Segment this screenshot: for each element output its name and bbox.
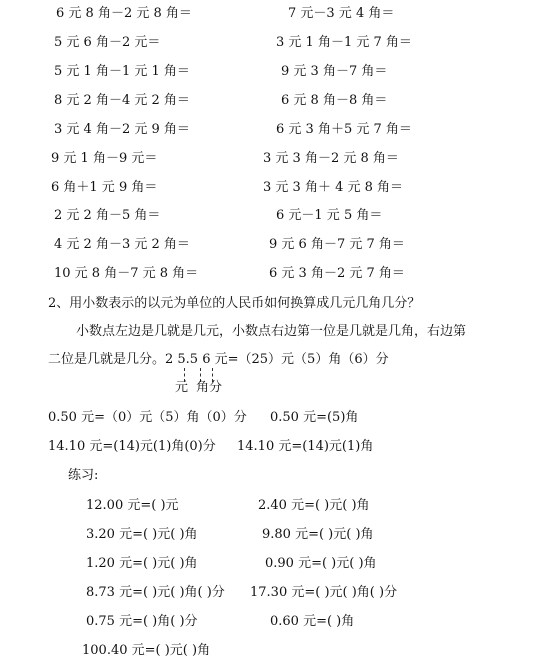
practice-left-2: 3.20 元=( )元( )角 [86, 527, 198, 542]
practice-right-3: 0.90 元=( )元( )角 [265, 556, 377, 571]
problem-right-7: 3 元 3 角＋ 4 元 8 角＝ [263, 180, 404, 195]
problem-left-4: 8 元 2 角－4 元 2 角＝ [54, 93, 190, 108]
problem-left-8: 2 元 2 角－5 角＝ [54, 208, 161, 223]
problem-right-9: 9 元 6 角－7 元 7 角＝ [269, 237, 405, 252]
label-yuan: 元 [175, 380, 189, 395]
problem-right-3: 9 元 3 角－7 角＝ [281, 64, 388, 79]
problem-right-1: 7 元－3 元 4 角＝ [288, 6, 395, 21]
problem-right-5: 6 元 3 角＋5 元 7 角＝ [276, 122, 412, 137]
practice-left-1: 12.00 元=( )元 [86, 498, 179, 513]
practice-left-3: 1.20 元=( )元( )角 [86, 556, 198, 571]
problem-right-10: 6 元 3 角－2 元 7 角＝ [269, 266, 405, 281]
practice-right-2: 9.80 元=( )元( )角 [262, 527, 374, 542]
problem-left-6: 9 元 1 角－9 元＝ [51, 151, 158, 166]
example-right-1: 0.50 元=(5)角 [270, 410, 359, 425]
problem-right-4: 6 元 8 角－8 角＝ [281, 93, 388, 108]
problem-left-10: 10 元 8 角－7 元 8 角＝ [54, 266, 199, 281]
problem-right-8: 6 元－1 元 5 角＝ [276, 208, 383, 223]
problem-right-6: 3 元 3 角－2 元 8 角＝ [263, 151, 399, 166]
problem-left-9: 4 元 2 角－3 元 2 角＝ [54, 237, 190, 252]
example-left-1: 0.50 元=（0）元（5）角（0）分 [48, 410, 247, 425]
problem-left-5: 3 元 4 角－2 元 9 角＝ [54, 122, 190, 137]
problem-right-2: 3 元 1 角－1 元 7 角＝ [276, 35, 412, 50]
problem-left-1: 6 元 8 角－2 元 8 角＝ [56, 6, 192, 21]
practice-left-6: 100.40 元=( )元( )角 [82, 643, 211, 658]
practice-right-1: 2.40 元=( )元( )角 [258, 498, 370, 513]
problem-left-7: 6 角＋1 元 9 角＝ [51, 180, 158, 195]
problem-left-3: 5 元 1 角－1 元 1 角＝ [54, 64, 190, 79]
example-left-2: 14.10 元=(14)元(1)角(0)分 [48, 439, 216, 454]
label-jiao-fen: 角分 [196, 380, 223, 395]
practice-title: 练习: [68, 468, 99, 483]
practice-left-4: 8.73 元=( )元( )角( )分 [86, 585, 225, 600]
practice-right-5: 0.60 元=( )角 [270, 614, 355, 629]
section-heading: 2、用小数表示的以元为单位的人民币如何换算成几元几角几分？ [48, 296, 421, 311]
explanation-line-1: 小数点左边是几就是几元，小数点右边第一位是几就是几角，右边第 [76, 324, 467, 339]
problem-left-2: 5 元 6 角－2 元＝ [54, 35, 161, 50]
practice-right-4: 17.30 元=( )元( )角( )分 [250, 585, 398, 600]
explanation-line-2: 二位是几就是几分。2 5.5 6 元=（25）元（5）角（6）分 [48, 352, 389, 367]
example-right-2: 14.10 元=(14)元(1)角 [237, 439, 374, 454]
practice-left-5: 0.75 元=( )角( )分 [86, 614, 198, 629]
